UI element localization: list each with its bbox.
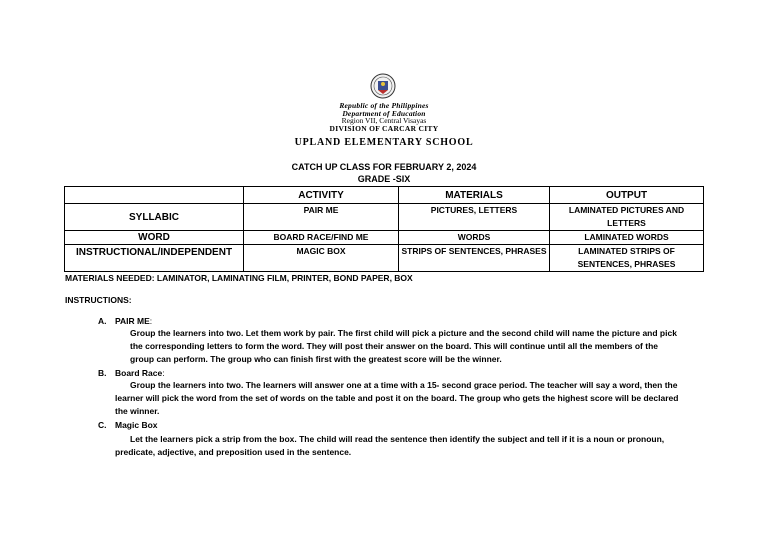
row-activity: PAIR ME [244,204,399,231]
activity-table [64,186,704,272]
paragraph-line: the winner. [115,406,160,417]
paragraph-line: learner will pick the word from the set of words on the table and post it on the board. The group who gets the highest score will be declared [115,393,679,403]
header-division: DIVISION OF CARCAR CITY [329,124,439,133]
header-cell-blank [65,187,244,204]
item-heading: Magic Box [115,420,158,430]
row-materials: WORDS [399,231,550,245]
instructions-label: INSTRUCTIONS: [65,295,132,305]
item-letter: C. [98,420,107,430]
paragraph-line: Group the learners into two. The learners will answer one at a time with a 15- second grace period. The teacher will say a word, then the [130,380,678,390]
row-label: INSTRUCTIONAL/INDEPENDENT [65,245,244,272]
table-row [65,204,704,231]
item-paragraph-cont [130,340,658,367]
document-title: CATCH UP CLASS FOR FEBRUARY 2, 2024 [291,162,477,172]
row-materials: PICTURES, LETTERS [399,204,550,231]
row-output: LAMINATED PICTURES AND LETTERS [550,204,704,231]
item-paragraph-cont [115,446,351,459]
school-name: UPLAND ELEMENTARY SCHOOL [294,137,474,148]
item-heading: PAIR ME: [115,316,153,326]
header-cell-activity: ACTIVITY [244,187,399,204]
header-department: Department of Education [342,109,426,118]
paragraph-line: the corresponding letters to form the word. They will post their answer on the board. This will continue until all the members of the [130,341,659,351]
item-heading-text: Board Race [115,368,163,378]
item-heading: Board Race: [115,368,165,378]
item-letter: B. [98,368,107,378]
header-republic: Republic of the Philippines [339,101,429,110]
table-header-row [65,187,704,204]
table-row [65,245,704,272]
row-activity: MAGIC BOX [244,245,399,272]
row-label: WORD [65,231,244,245]
item-paragraph [130,379,677,392]
materials-needed: MATERIALS NEEDED: LAMINATOR, LAMINATING FILM, PRINTER, BOND PAPER, BOX [65,273,413,283]
row-materials: STRIPS OF SENTENCES, PHRASES [399,245,550,272]
deped-seal-logo [358,73,408,99]
row-output: LAMINATED STRIPS OF SENTENCES, PHRASES [550,245,704,272]
item-heading-text: PAIR ME [115,316,150,326]
row-output: LAMINATED WORDS [550,231,704,245]
header-cell-output: OUTPUT [550,187,704,204]
item-paragraph-cont [115,392,678,419]
item-letter: A. [98,316,107,326]
grade-label: GRADE -SIX [357,174,411,184]
header-cell-materials: MATERIALS [399,187,550,204]
paragraph-line: Group the learners into two. Let them work by pair. The first child will pick a picture and the second child will name the picture and pick [130,328,677,338]
item-paragraph [130,327,677,340]
paragraph-line: predicate, adjective, and preposition used in the sentence. [115,447,352,457]
row-activity: BOARD RACE/FIND ME [244,231,399,245]
paragraph-line: group can perform. The group who can finish first with the greatest score will be the winner. [130,354,502,365]
header-region: Region VII, Central Visayas [341,116,427,125]
row-label: SYLLABIC [65,204,244,231]
table-row [65,231,704,245]
paragraph-line: Let the learners pick a strip from the box. The child will read the sentence then identify the subject and tell if it is a noun or pronoun, [130,434,665,444]
item-paragraph [130,433,664,446]
